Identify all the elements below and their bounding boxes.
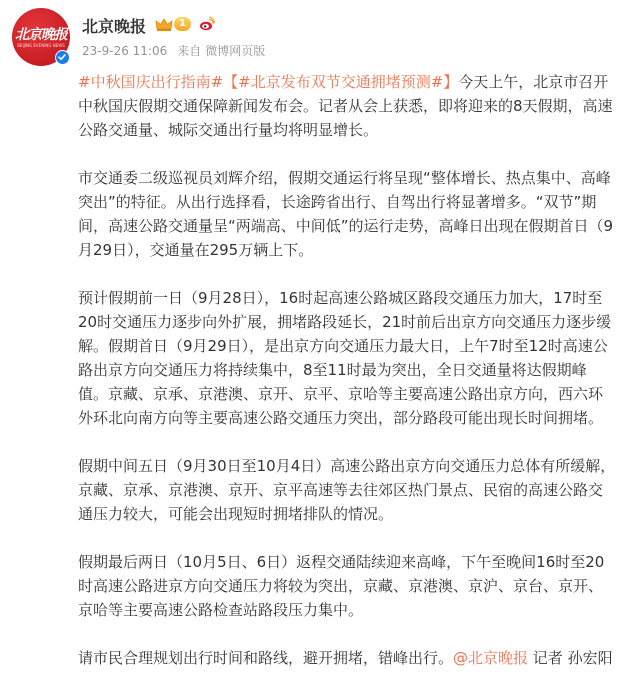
post-meta bbox=[82, 42, 275, 59]
crown-icon[interactable] bbox=[155, 17, 173, 31]
paragraph-suffix: 记者 孙宏阳 bbox=[528, 649, 613, 667]
post-source: 微博网页版 bbox=[205, 44, 266, 58]
paragraph-3 bbox=[78, 286, 616, 430]
verified-check-icon bbox=[55, 50, 70, 65]
avatar-logo: 北京晚报 bbox=[15, 27, 67, 43]
paragraph-text: 假期中间五日（9月30日至10月4日）高速公路出京方向交通压力总体有所缓解，京藏、京承、京港澳、京开、京平高速等去往郊区热门景点、民宿的高速公路交通压力较大，可能会出现短时拥堵排队的情况。 bbox=[78, 457, 616, 523]
source-prefix: 来自 bbox=[177, 44, 202, 58]
paragraph-1 bbox=[78, 70, 616, 142]
paragraph-text: 预计假期前一日（9月28日），16时起高速公路城区路段交通压力加大，17时至20时交通压力逐步向外扩展，拥堵路段延长，21时前后出京方向交通压力逐步缓解。假期首日（9月29日），是出京方向交通压力最大日，上午7时至12时高速公路出京方向交通压力将持续集中，8至11时最为突出，全日交通量将达假期峰值。京藏、京承、京港澳、京开、京平、京哈等主要高速公路出京方向，西六环外环北向南方向等主要高速公路交通压力突出，部分路段可能出现长时间拥堵。 bbox=[78, 289, 612, 427]
paragraph-6 bbox=[78, 646, 616, 670]
paragraph-4 bbox=[78, 454, 616, 526]
weibo-logo-icon[interactable] bbox=[199, 16, 215, 32]
post-time[interactable]: 23-9-26 11:06 bbox=[82, 44, 168, 58]
paragraph-text: 假期最后两日（10月5日、6日）返程交通陆续迎来高峰，下午至晚间16时至20时高速公路进京方向交通压力将较为突出，京藏、京港澳、京沪、京台、京开、京哈等主要高速公路检查站路段压力集中。 bbox=[78, 553, 605, 619]
paragraph-text: 请市民合理规划出行时间和路线，避开拥堵，错峰出行。 bbox=[78, 649, 454, 667]
paragraph-2 bbox=[78, 166, 616, 262]
paragraph-text: 市交通委二级巡视员刘辉介绍，假期交通运行将呈现“整体增长、热点集中、高峰突出”的特征。从出行选择看，长途跨省出行、自驾出行将显著增多。“双节”期间，高速公路交通量呈“两端高、中间低”的运行走势，高峰日出现在假期首日（9月29日），交通量在295万辆上下。 bbox=[78, 169, 614, 259]
paragraph-5 bbox=[78, 550, 616, 622]
level-badge[interactable]: 1 bbox=[174, 17, 191, 31]
hashtag-link[interactable]: #中秋国庆出行指南# bbox=[78, 73, 224, 91]
post-header bbox=[12, 8, 612, 66]
paragraph-text: 今天上午，北京市召开中秋国庆假期交通保障新闻发布会。记者从会上获悉，即将迎来的8天假期，高速公路交通量、城际交通出行量均将明显增长。 bbox=[78, 73, 613, 139]
author-name[interactable]: 北京晚报 bbox=[82, 17, 147, 36]
post-content bbox=[78, 70, 616, 694]
avatar-subtitle: BEIJING EVENING NEWS bbox=[17, 43, 65, 48]
mention-link[interactable]: @北京晚报 bbox=[453, 649, 529, 667]
hashtag-link[interactable]: 【#北京发布双节交通拥堵预测#】 bbox=[223, 73, 459, 91]
